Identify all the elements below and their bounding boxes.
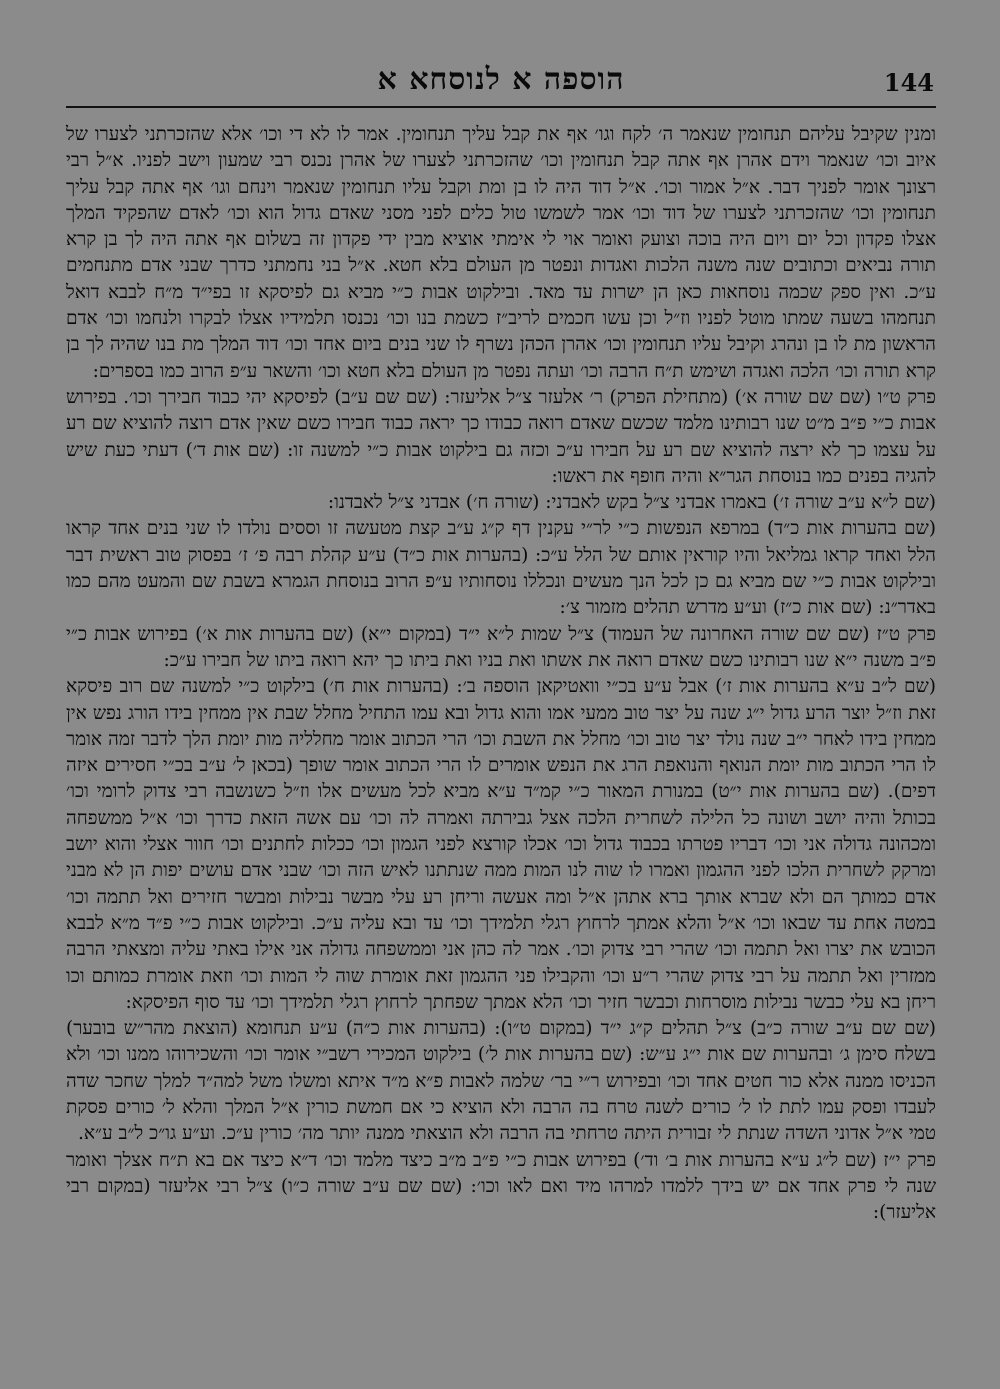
page-header <box>66 62 936 108</box>
paragraph: פרק ט״ז (שם שם שורה האחרונה של העמוד) צ״ל שמות ל״א י״ד (במקום י״א) (שם בהערות אות א׳) בפירוש אבות כ״י פ״ב משנה י״א שנו רבותינו כשם שאדם רואה את אשתו ואת בניו ואת ביתו כך יהא רואה ביתו של חבירו ע״כ: <box>66 623 936 671</box>
paragraph: (שם בהערות אות כ״ד) במרפא הנפשות כ״י לר״י עקנין דף ק״ג ע״ב קצת מטעשה זו וססים נולדו לו שני בנים אחד קראו הלל ואחד קראו גמליאל והיו קוראין אותם של הלל ע״כ: (בהערות אות כ״ד) ע״ע קהלת רבה פ׳ ז׳ בפסוק טוב ראשית דבר ובילקוט אבות כ״י שם מביא גם כן לכל הנך מעשים ונכללו נוסחותיו ע״פ הרוב בנוסחת הגמרא בשבת שם והמעט מהם כמו באדר״נ: (שם אות כ״ז) וע״ע מדרש תהלים מזמור צ׳: <box>66 518 936 619</box>
paragraph: (שם שם ע״ב שורה כ״ב) צ״ל תהלים ק״ג י״ד (במקום ט״ו): (בהערות אות כ״ה) ע״ע תנחומא (הוצאת מהר״ש בובער) בשלח סימן ג׳ ובהערות שם אות י״ג ע״ש: (שם בהערות אות ל׳) בילקוט המכירי רשב״י אומר וכו׳ והשכירוהו ממנו וכו׳ ולא הכניסו ממנה אלא כור חטים אחד וכו׳ ובפירוש ר״י בר׳ שלמה לאבות פ״א מ״ד איתא ומשלו משל למה״ד למלך שחכר שדה לעבדו ופסק עמו לתת לו ל׳ כורים לשנה טרח בה הרבה ולא הוציא כי אם חמשת כורין א״ל המלך והלא ל׳ כורים פסקת טמי א״ל אדוני השדה שנתת לי זבורית היתה טרחתי בה הרבה ולא הוצאתי ממנה יותר מה׳ כורין ע״כ. וע״ע גו״כ ל״ב ע״א. <box>66 1018 936 1145</box>
page-title: הוספה א לנוסחא א <box>377 62 625 97</box>
paragraph: פרק י״ז (שם ל״ג ע״א בהערות אות ב׳ וד׳) בפירוש אבות כ״י פ״ב מ״ב כיצד מלמד וכו׳ ד״א כיצד אם בא ת״ח אצלך ואומר שנה לי פרק אחד אם יש בידך ללמדו למרהו מיד ואם לאו וכו׳: (שם שם ע״ב שורה כ״ו) צ״ל רבי אליעזר (במקום רבי אליעזר): <box>66 1149 936 1224</box>
paragraph: (שם ל״א ע״ב שורה ז׳) באמרו אבדני צ״ל בקש לאבדני: (שורה ח׳) אבדני צ״ל לאבדנו: <box>327 492 936 514</box>
paragraph: פרק ט״ו (שם שם שורה א׳) (מתחילת הפרק) ר׳ אלעזר צ״ל אליעזר: (שם שם ע״ב) לפיסקא יהי כבוד חבירך וכו׳. בפירוש אבות כ״י פ״ב מ״ט שנו רבותינו מלמד שכשם שאדם רואה כבודו כך יראה כבוד חבירו כשם שאין אדם רוצה להוציא שם רע על עצמו כך לא ירצה להוציא שם רע על חבירו ע״כ וכזה גם בילקוט אבות כ״י למשנה זו: (שם אות ד׳) דעתי כעת שיש להגיה בפנים כמו בנוסחת הגר״א והיה חופף את ראשו: <box>66 386 936 487</box>
document-body <box>66 122 936 1226</box>
page-number: 144 <box>883 68 934 97</box>
paragraph: ומנין שקיבל עליהם תנחומין שנאמר ה׳ לקח וגו׳ אף את קבל עליך תנחומין. אמר לו לא די וכו׳ אלא שהזכרתני לצערו של איוב וכו׳ שנאמר וידם אהרן אף אתה קבל תנחומין וכו׳ שהזכרתני לצערו של אהרן נכנס רבי שמעון וישב לפניו. א״ל רבי רצונך אומר לפניך דבר. א״ל אמור וכו׳. א״ל דוד היה לו בן ומת וקבל עליו תנחומין שנאמר וינחם וגו׳ אף אתה קבל עליך תנחומין וכו׳ שהזכרתני לצערו של דוד וכו׳ אמר לשמשו טול כלים לפני מסני שאדם גדול הוא וכו׳ לאדם שהפקיד המלך אצלו פקדון וכל יום ויום היה בוכה וצועק ואומר אוי לי אימתי אוציא מבין ידי פקדון זה בשלום אף אתה היה לך בן קרא תורה נביאים וכתובים שנה משנה הלכות ואגדות ונפטר מן העולם בלא חטא. א״ל בני נחמתני כדרך שבני אדם מתנחמים ע״כ. ואין ספק שכמה נוסחאות כאן הן ישרות עד מאד. ובילקוט אבות כ״י מביא גם לפיסקא זו בפי״ד מ״ח לבבא דואל תנחמהו בשעה שמתו מוטל לפניו וז״ל וכן עשו חכמים לריב״ז כשמת בנו וכו׳ נכנסו תלמידיו אצלו לבקרו ולנחמו וכו׳ אדם הראשון מת לו בן ונהרג וקיבל עליו תנחומין וכו׳ אהרן הכהן נשרף לו שני בנים ביום אחד וכו׳ דוד המלך מת בנו שהיה לך בן קרא תורה וכו׳ הלכה ואגדה ושימש ת״ח הרבה וכו׳ ועתה נפטר מן העולם בלא חטא וכו׳ והשאר ע״פ הרוב כמו בספרים: <box>66 124 936 382</box>
paragraph: (שם ל״ב ע״א בהערות אות ז׳) אבל ע״ע בכ״י וואטיקאן הוספה ב׳: (בהערות אות ח׳) בילקוט כ״י למשנה שם רוב פיסקא זאת וז״ל יוצר הרע גדול י״ג שנה על יצר טוב ממעי אמו והוא גדול ובא עמו התחיל מחלל שבת אין ממחין בידו הורג נפש אין ממחין בידו לאחר י״ב שנה נולד יצר טוב וכו׳ מחלל את השבת וכו׳ הרי הכתוב אומר מחלליה מות יומת הלך לדבר זמה אומר לו הרי הכתוב מות יומת הנואף והנואפת הרג את הנפש אומרים לו הרי הכתוב אומר שופך (בכאן ל׳ ע״ב בכ״י חסירים איזה דפים). (שם בהערות אות י״ט) במנורת המאור כ״י קמ״ד ע״א מביא לכל מעשים אלו וז״ל כשנשבה רבי צדוק לרומי וכו׳ בכותל והיה יושב ושונה כל הלילה לשחרית הלכה אצל גבירתה ואמרה לה וכו׳ עם אשה הזאת כדרך וכו׳ א״ל ממשפחה ומכהונה גדולה אני וכו׳ דבריו פטרתו בכבוד גדול וכו׳ אכלו קורצא לפני הגמון וכו׳ ככלות לחתנים וכו׳ חוור אצלי והוא יושב ומרקק לשחרית הלכו לפני ההגמון ואמרו לו שוה לנו המות ממה שנתתנו לאיש הזה וכו׳ שבני אדם עושים יפות הן לא מבני אדם כמותך הם ולא שברא אותך ברא אתהן א״ל ומה אעשה וריחן רע עלי מבשר נבילות ומבשר חזירים ואל תתמה וכו׳ במטה אחת עד שבאו וכו׳ א״ל והלא אמתך לרחוץ רגלי תלמידך וכו׳ עד ובא עליה ע״כ. ובילקוט אבות כ״י פ״ד מ״א לבבא הכובש את יצרו ואל תתמה וכו׳ שהרי רבי צדוק וכו׳. אמר לה כהן אני וממשפחה גדולה אני אילו באתי עליה ומצאתי הרבה ממזרין ואל תתמה על רבי צדוק שהרי ר״ע וכו׳ והקבילו פני ההגמון זאת אומרת שוה לי המות וכו׳ וזאת אומרת כמותם וכו ריחן בא עלי כבשר נבילות מוסרחות וכבשר חזיר וכו׳ הלא אמתך שפחתך לרחוץ רגלי תלמידך וכו׳ עד סוף הפיסקא: <box>66 676 936 1013</box>
